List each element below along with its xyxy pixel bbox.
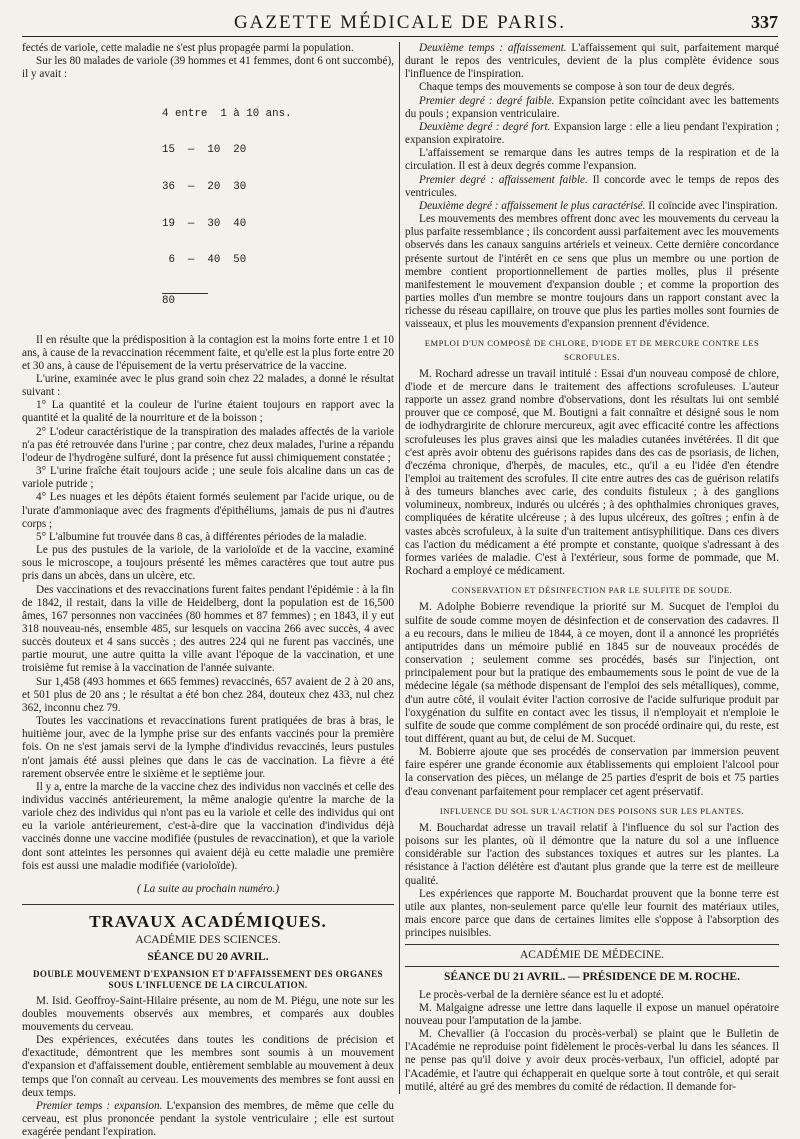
section-title: TRAVAUX ACADÉMIQUES. [89, 912, 327, 932]
paragraph: Il en résulte que la prédisposition à la contagion est la moins forte entre 1 et 10 ans, à cause de la revaccination récemment faite, et qu'elle est la plus forte entre 20 et 30 ans, à cause de l'épuisement de la vertu préservatrice de la vaccine. [22, 333, 394, 372]
paragraph: M. Malgaigne adresse une lettre dans laquelle il expose un manuel opératoire nouveau pour l'amputation de la jambe. [405, 1001, 779, 1027]
rubric-heading: CONSERVATION ET DÉSINFECTION PAR LE SULFITE DE SOUDE. [451, 585, 733, 596]
academy-heading: ACADÉMIE DES SCIENCES. [135, 934, 281, 947]
paragraph-text: L'affaissement qui suit, parfaitement marqué durant le repos des ventricules, devient de la plus complète évidence sous l'influence de l'inspiration. [405, 42, 779, 81]
paragraph-text: Il concorde avec le temps de repos des ventricules. [405, 173, 779, 199]
paragraph [405, 200, 779, 213]
table-row: 15 — 10 20 [162, 144, 247, 157]
paragraph: 4° Les nuages et les dépôts étaient formés seulement par l'acide urique, ou de l'urate d'ammoniaque avec des fragments d'épithéliums, jamais de pus ni d'autres corps ; [22, 491, 394, 530]
continued-note: ( La suite au prochain numéro.) [136, 882, 280, 895]
paragraph: Il y a, entre la marche de la vaccine chez des individus non vaccinés et celle des individus vaccinés antérieurement, la même analogie qu'entre la marche de la variole chez des individus qui n'ont pas eu la variole et celle des individus qui ont eu la variole antérieurement, c'est-à-dire que la vaccination d'individus déjà vaccinés donne une vaccine modifiée (pustules de revaccination), et que la variole dont sont atteintes les personnes qui avaient déjà eu cette maladie une première fois est aussi une maladie modifiée (varioloïde). [22, 780, 394, 872]
paragraph: 1° La quantité et la couleur de l'urine étaient toujours en rapport avec la quantité et la qualité de la nourriture et de la boisson ; [22, 399, 394, 425]
paragraph: Des vaccinations et des revaccinations furent faites pendant l'épidémie : à la fin de 1842, il restait, dans la ville de Heidelberg, dont la population est de 16,500 âmes, 167 personnes non vaccinées (80 hommes et 87 femmes) ; en 1843, il y eut 318 nouveau-nés, ensemble 485, sur lesquels on vaccina 266 avec succès, 4 avec succès douteux et 4 sans succès ; des autres 224 qui ne furent pas vaccinés, une partie mourut, une autre quitta la ville avant l'époque de la vaccination, et une troisième fut remise à la vaccination de l'année suivante. [22, 583, 394, 675]
section-rule [405, 966, 779, 967]
rubric-heading: EMPLOI D'UN COMPOSÉ DE CHLORE, D'IODE ET DE MERCURE CONTRE LES SCROFULES. [424, 338, 760, 362]
italic-label: Premier temps : expansion. [36, 1099, 163, 1112]
paragraph-text: Expansion large : elle a lieu pendant l'expiration ; expansion expiratoire. [405, 120, 779, 147]
paragraph: Toutes les vaccinations et revaccinations furent pratiquées de bras à bras, le huitième jour, avec de la lymphe prise sur des enfants vaccinés pour la première fois. On ne s'est jamais servi de la lymphe d'individus revaccinés, leurs pustules n'ont jamais été aussi pleines que dans le cas de vaccination. La fièvre a été rarement observée entre le sixième et le septième jour. [22, 715, 394, 780]
paragraph-text: Il coïncide avec l'inspiration. [645, 199, 778, 212]
paragraph: M. Rochard adresse un travail intitulé : Essai d'un nouveau composé de chlore, d'iode et de mercure dans le traitement des affections scrofuleuses. L'auteur rapporte un assez grand nombre d'observations, dont les résultats lui ont semblé prouver que ce composé, que M. Boutigni a fait connaître et désigné sous le nom de iodhydrargirite de chlorure mercureux, agit avec efficacité contre les affections scrofuleuses les plus graves ainsi que les maladies cutanées invétérées. Il dit que c'est après avoir obtenu des guérisons rapides dans des cas de psoriasis, de lichen, d'eczéma chronique, d'herpès, de macules, etc., qu'il a eu l'idée d'en étendre l'emploi au traitement des scrofules. Il cite entre autres des cas de guérison relatifs à des tumeurs blanches avec carie, des conduits fistuleux ; à des ganglions volumineux, nombreux, indurés ou ulcérés ; à des ophthalmies chroniques graves, compliquées de kératite ulcéreuse ; à des lupus ulcéreux, des goîtres ; enfin à de vastes abcès scrofuleux, à la suite d'un traitement antisyphilitique. Dans ces divers cas l'action du médicament a été prompte et constante, quoique s'adressant à des formes variées de maladie. C'est à l'extérieur, sous forme de pommade, que M. Rochard a employé ce médicament. [405, 367, 779, 578]
page-number: 337 [751, 12, 778, 32]
paragraph: M. Bobierre ajoute que ses procédés de conservation par immersion peuvent faire espérer une grande économie aux établissements qui emploient l'alcool pour la conservation des pièces, un mélange de 25 parties d'esprit de bois et 75 parties d'eau convenant parfaitement pour remplacer cet agent préservatif. [405, 746, 779, 798]
table-row: 19 — 30 40 [162, 217, 247, 230]
rubric-heading: DOUBLE MOUVEMENT D'EXPANSION ET D'AFFAISSEMENT DES ORGANES SOUS L'INFLUENCE DE LA CIRCULATION. [33, 968, 383, 990]
italic-label: Premier degré : degré faible. [419, 94, 555, 107]
paragraph: Le pus des pustules de la variole, de la varioloïde et de la vaccine, examiné sous le microscope, a toujours présenté les mêmes caractères que tout autre pus pris dans un abcès, dans un ulcère, etc. [22, 544, 394, 583]
session-heading: SÉANCE DU 20 AVRIL. [147, 951, 269, 964]
paragraph: 2° L'odeur caractéristique de la transpiration des malades affectés de la variole n'a pas été retrouvée dans l'urine ; par contre, chez deux malades, l'urine a répandu l'odeur de l'hydrogène sulfuré, dont la présence fut aussi chimiquement constatée ; [22, 425, 394, 464]
italic-label: Premier degré : affaissement faible. [419, 173, 588, 186]
paragraph: M. Chevallier (à l'occasion du procès-verbal) se plaint que le Bulletin de l'Académie ne reproduise point fidèlement le procès-verbal lu dans les séances. Il ne pense pas qu'il doive y avoir deux procès-verbaux, l'un officiel, adopté par l'Académie, et l'autre qui échapperait en quelque sorte à tout contrôle, et qui serait mutilé, altéré au gré des membres du comité de rédaction. Il demande for- [405, 1028, 779, 1093]
paragraph [405, 42, 779, 81]
page-header [22, 8, 778, 37]
paragraph: Les expériences que rapporte M. Bouchardat prouvent que la bonne terre est utile aux plantes, non-seulement parce qu'elle leur fournit des matériaux utiles, mais encore parce que dans de certaines limites elle s'oppose à l'absorption des principes nuisibles. [405, 887, 779, 940]
paragraph [22, 1100, 394, 1139]
paragraph [405, 174, 779, 200]
paragraph: M. Bouchardat adresse un travail relatif à l'influence du sol sur l'action des poisons sur les plantes, où il démontre que la nature du sol a une influence considérable sur l'action des substances toxiques et autres sur les plantes. La résistance à l'action délétère est d'autant plus grande que la terre est de meilleure qualité. [405, 821, 779, 887]
paragraph: Les mouvements des membres offrent donc avec les mouvements du cerveau la plus parfaite ressemblance ; ils concordent aussi parfaitement avec les mouvements observés dans les canaux sanguins artériels et veineux. Cette dernière concordance présente surtout de l'intérêt en ce sens que plus un membre ou une portion de membre contient proportionnellement de parties molles, plus il présente manifestement le mouvement d'expansion double ; et comme la proportion des parties molles d'un membre se montre toujours dans un rapport constant avec la richesse du réseau capillaire, on trouve que plus les parties molles sont fournies de vaisseaux, et plus les mouvements d'expansion prennent d'évidence. [405, 213, 779, 331]
journal-title: GAZETTE MÉDICALE DE PARIS. [233, 12, 567, 33]
paragraph-text: Expansion petite coïncidant avec les battements du pouls ; expansion ventriculaire. [405, 94, 779, 120]
paragraph [405, 95, 779, 121]
left-column [22, 42, 395, 1139]
paragraph: M. Adolphe Bobierre revendique la priorité sur M. Sucquet de l'emploi du sulfite de soude comme moyen de désinfection et de conservation des cadavres. Il a eu recours, dans le milieu de 1844, à ce moyen, dont il a annoncé les propriétés antiputrides dans un mémoire publié en 1845 sur de nouveaux procédés de conservation ; seulement comme ses procédés, basés sur l'injection, ont principalement pour but la pratique des embaumements sous le point de vue de la médecine légale (sa méthode dispensant de l'emploi des sels métalliques), comme, d'un autre côté, il voulait éviter l'action corrosive de l'acide sulfurique produit par l'oxygénation du sulfite en contact avec les tissus, il n'employait et n'emploie le sulfite de soude que comme complément de son procédé ordinaire qui, du reste, est tout différent, quant au but, de celui de M. Sucquet. [405, 601, 779, 745]
italic-label: Deuxième degré : affaissement le plus caractérisé. [419, 199, 646, 212]
paragraph-text: L'expansion des membres, de même que celle du cerveau, est plus prononcée pendant la systole ventriculaire ; elle est surtout exagérée pendant l'expiration. [22, 1099, 395, 1139]
paragraph: fectés de variole, cette maladie ne s'est plus propagée parmi la population. [22, 42, 354, 54]
rubric-heading: INFLUENCE DU SOL SUR L'ACTION DES POISONS SUR LES PLANTES. [439, 805, 745, 816]
age-table [162, 83, 394, 331]
paragraph [405, 121, 779, 147]
table-row: 6 — 40 50 [162, 254, 247, 267]
section-rule [405, 944, 779, 945]
academy-heading: ACADÉMIE DE MÉDECINE. [519, 949, 665, 962]
paragraph: 5° L'albumine fut trouvée dans 8 cas, à différentes périodes de la maladie. [36, 530, 367, 543]
session-heading: SÉANCE DU 21 AVRIL. — PRÉSIDENCE DE M. ROCHE. [444, 971, 740, 984]
italic-label: Deuxième temps : affaissement. [419, 42, 567, 54]
italic-label: Deuxième degré : degré fort. [419, 120, 551, 133]
paragraph: Chaque temps des mouvements se compose à son tour de deux degrés. [419, 81, 735, 94]
paragraph: L'urine, examinée avec le plus grand soin chez 22 malades, a donné le résultat suivant : [22, 373, 394, 399]
right-column [405, 42, 779, 1094]
paragraph: Des expériences, exécutées dans toutes les conditions de précision et d'exactitude, démontrent que les membres sont soumis à un mouvement d'expansion et d'affaissement double, entièrement semblable au mouvement à deux temps que l'on connaît au cerveau. Les mouvements des membres se font aussi en deux temps. [22, 1034, 394, 1099]
section-rule [22, 904, 394, 905]
column-divider [399, 42, 400, 1094]
table-row: 4 entre 1 à 10 ans. [162, 107, 292, 120]
paragraph: 3° L'urine fraîche était toujours acide ; une seule fois alcaline dans un cas de variole putride ; [22, 465, 394, 491]
paragraph: M. Isid. Geoffroy-Saint-Hilaire présente, au nom de M. Piégu, une note sur les doubles mouvements observés aux membres, et comparés aux doubles mouvements du cerveau. [22, 994, 394, 1033]
paragraph: Sur 1,458 (493 hommes et 665 femmes) revaccinés, 657 avaient de 2 à 20 ans, et 501 plus de 20 ans ; le résultat a été bon chez 284, douteux chez 433, nul chez 362, inconnu chez 79. [22, 675, 394, 714]
paragraph: Sur les 80 malades de variole (39 hommes et 41 femmes, dont 6 ont succombé), il y avait : [22, 55, 394, 81]
paragraph: L'affaissement se remarque dans les autres temps de la respiration et de la circulation. Il est à deux degrés comme l'expansion. [405, 147, 779, 173]
table-total: 80 [162, 293, 208, 307]
paragraph: Le procès-verbal de la dernière séance est lu et adopté. [419, 988, 664, 1001]
table-row: 36 — 20 30 [162, 181, 247, 194]
